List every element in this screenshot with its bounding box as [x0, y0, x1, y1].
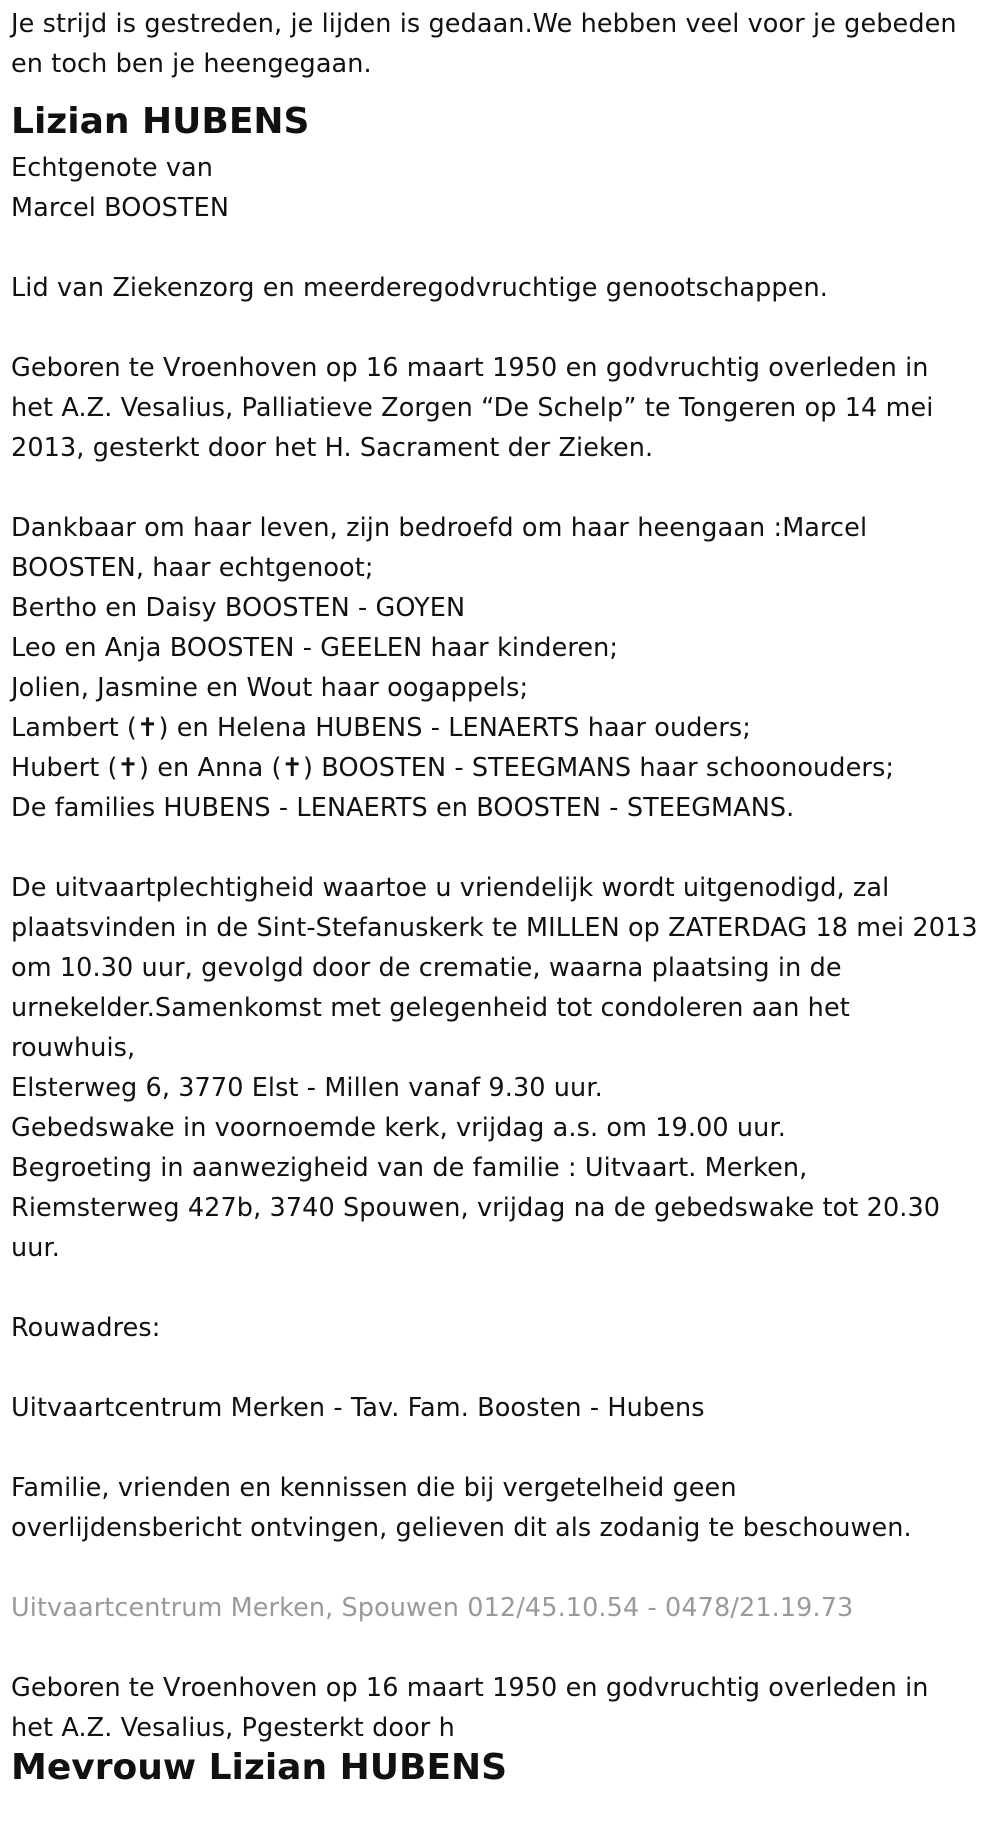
family-line: Bertho en Daisy BOOSTEN - GOYEN — [11, 593, 466, 623]
funeral-line: uur. — [11, 1233, 60, 1263]
funeral-line: plaatsvinden in de Sint-Stefanuskerk te MILLEN op ZATERDAG 18 mei 2013 — [11, 913, 978, 943]
family-list — [11, 508, 996, 828]
notice-paragraph — [11, 1468, 996, 1548]
undertaker-contact — [11, 1588, 996, 1628]
mourning-address-label — [11, 1308, 996, 1348]
funeral-line: Begroeting in aanwezigheid van de familie : Uitvaart. Merken, — [11, 1153, 808, 1183]
membership-line: Lid van Ziekenzorg en meerderegodvruchtige genootschappen. — [11, 273, 828, 303]
funeral-details — [11, 868, 996, 1268]
obituary-document — [11, 4, 996, 1788]
summary-line: het A.Z. Vesalius, Pgesterkt door h — [11, 1713, 455, 1743]
spouse-label: Echtgenote van — [11, 153, 214, 183]
summary-paragraph — [11, 1668, 996, 1748]
birth-death-paragraph — [11, 348, 996, 468]
funeral-line: De uitvaartplechtigheid waartoe u vriendelijk wordt uitgenodigd, zal — [11, 873, 890, 903]
spacer — [11, 828, 996, 868]
birth-death-line: het A.Z. Vesalius, Palliatieve Zorgen “De Schelp” te Tongeren op 14 mei — [11, 393, 934, 423]
spacer — [11, 1548, 996, 1588]
spacer — [11, 228, 996, 268]
bottom-title: Mevrouw Lizian HUBENS — [11, 1747, 508, 1788]
family-line: De families HUBENS - LENAERTS en BOOSTEN - STEEGMANS. — [11, 793, 795, 823]
funeral-line: Gebedswake in voornoemde kerk, vrijdag a.s. om 19.00 uur. — [11, 1113, 786, 1143]
family-line: Lambert (✝) en Helena HUBENS - LENAERTS haar ouders; — [11, 713, 751, 743]
birth-death-line: 2013, gesterkt door het H. Sacrament der Zieken. — [11, 433, 654, 463]
birth-death-line: Geboren te Vroenhoven op 16 maart 1950 en godvruchtig overleden in — [11, 353, 929, 383]
spouse-name: Marcel BOOSTEN — [11, 193, 229, 223]
funeral-line: Elsterweg 6, 3770 Elst - Millen vanaf 9.30 uur. — [11, 1073, 603, 1103]
intro-verse — [11, 4, 996, 84]
intro-line: Je strijd is gestreden, je lijden is gedaan.We hebben veel voor je gebeden — [11, 9, 957, 39]
spacer — [11, 1268, 996, 1308]
funeral-line: Riemsterweg 427b, 3740 Spouwen, vrijdag na de gebedswake tot 20.30 — [11, 1193, 941, 1223]
spacer — [11, 1628, 996, 1668]
spacer — [11, 1348, 996, 1388]
family-line: Jolien, Jasmine en Wout haar oogappels; — [11, 673, 529, 703]
membership-text — [11, 268, 996, 308]
funeral-line: rouwhuis, — [11, 1033, 136, 1063]
undertaker-contact-text: Uitvaartcentrum Merken, Spouwen 012/45.10.54 - 0478/21.19.73 — [11, 1593, 854, 1623]
mourning-address-text: Uitvaartcentrum Merken - Tav. Fam. Boosten - Hubens — [11, 1393, 705, 1423]
family-line: Dankbaar om haar leven, zijn bedroefd om haar heengaan :Marcel — [11, 513, 868, 543]
mourning-address — [11, 1388, 996, 1428]
intro-line: en toch ben je heengegaan. — [11, 49, 372, 79]
funeral-line: urnekelder.Samenkomst met gelegenheid tot condoleren aan het — [11, 993, 850, 1023]
deceased-name: Lizian HUBENS — [11, 101, 310, 142]
spacer — [11, 468, 996, 508]
family-line: BOOSTEN, haar echtgenoot; — [11, 553, 374, 583]
spacer — [11, 1428, 996, 1468]
notice-line: overlijdensbericht ontvingen, gelieven dit als zodanig te beschouwen. — [11, 1513, 912, 1543]
summary-line: Geboren te Vroenhoven op 16 maart 1950 en godvruchtig overleden in — [11, 1673, 929, 1703]
funeral-line: om 10.30 uur, gevolgd door de crematie, waarna plaatsing in de — [11, 953, 842, 983]
family-line: Hubert (✝) en Anna (✝) BOOSTEN - STEEGMANS haar schoonouders; — [11, 753, 895, 783]
family-line: Leo en Anja BOOSTEN - GEELEN haar kinderen; — [11, 633, 619, 663]
mourning-address-label-text: Rouwadres: — [11, 1313, 161, 1343]
notice-line: Familie, vrienden en kennissen die bij vergetelheid geen — [11, 1473, 737, 1503]
spacer — [11, 308, 996, 348]
spouse-info — [11, 148, 996, 228]
